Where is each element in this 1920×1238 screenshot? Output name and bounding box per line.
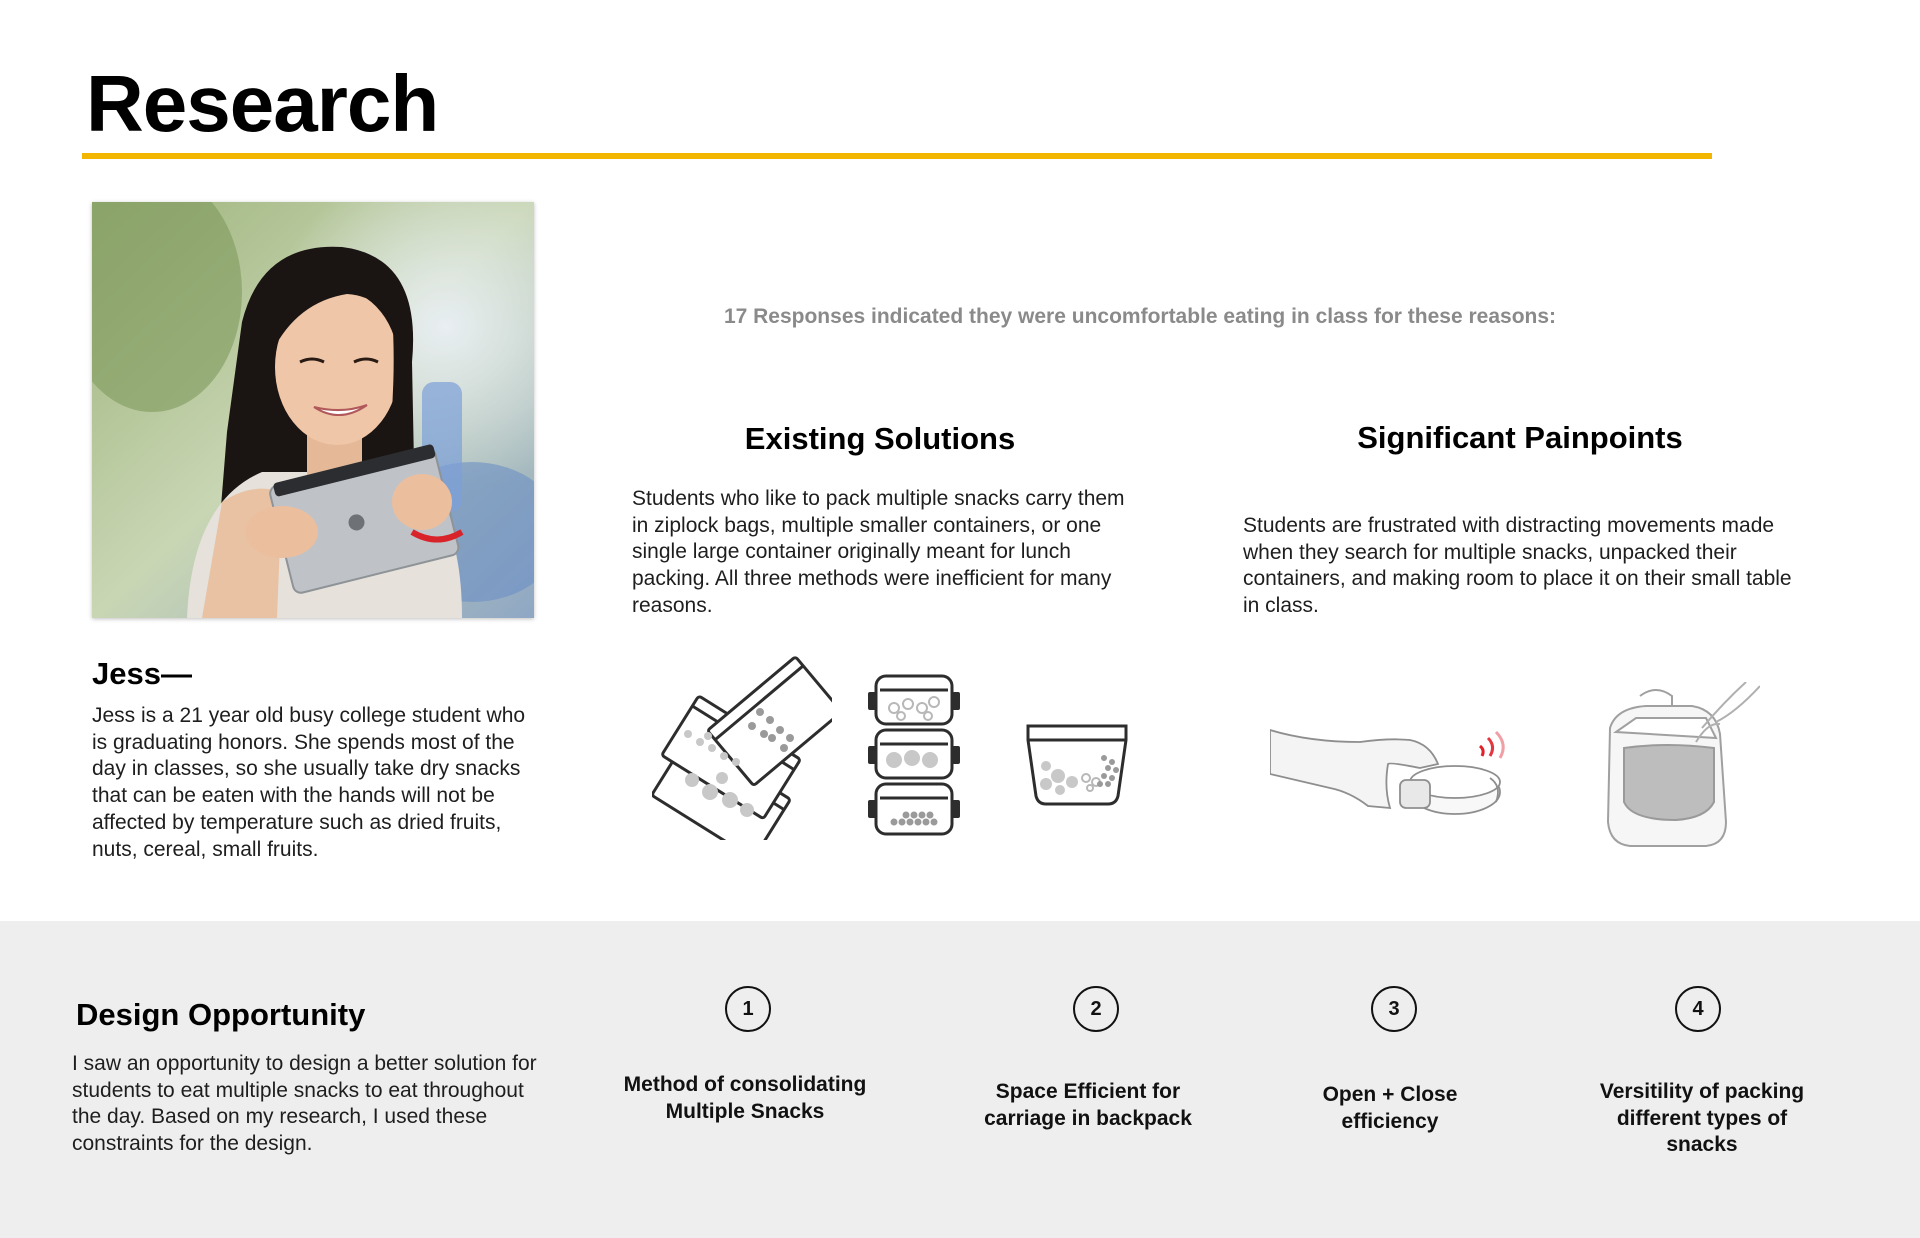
persona-name: Jess— [92,656,192,691]
existing-solutions-text: Students who like to pack multiple snacks carry them in ziplock bags, multiple smaller containers, or one single large container originally meant for lunch packing. All three methods were inefficient for many reasons. [632,487,1125,617]
constraint-label-4: Versitility of packing different types of snacks [1599,1080,1805,1157]
backpack-icon [1596,682,1760,850]
constraint-number-1: 1 [725,986,771,1032]
stacked-containers-icon [866,672,962,838]
hand-opening-container-icon [1270,728,1510,828]
constraint-number-2: 2 [1073,986,1119,1032]
design-opportunity-heading: Design Opportunity [76,997,366,1032]
constraint-number-3: 3 [1371,986,1417,1032]
responses-note: 17 Responses indicated they were uncomfortable eating in class for these reasons: [723,305,1557,328]
constraint-label-2: Space Efficient for carriage in backpack [984,1080,1192,1130]
title-underline [82,153,1712,159]
painpoints-text: Students are frustrated with distracting movements made when they search for multiple snacks, unpacked their containers, and making room to place it on their small table in class. [1243,514,1792,618]
woman-with-tablet-photo [92,202,534,618]
page-title: Research [86,59,439,148]
constraint-number-4: 4 [1675,986,1721,1032]
existing-solutions-heading: Existing Solutions [744,421,1016,456]
painpoints-heading: Significant Painpoints [1357,420,1683,455]
design-opportunity-text: I saw an opportunity to design a better solution for students to eat multiple snacks to eat throughout the day. Based on my research, I used these constraints for the design. [72,1052,537,1156]
large-container-icon [1024,718,1130,808]
constraint-label-1: Method of consolidating Multiple Snacks [623,1073,867,1123]
persona-bio: Jess is a 21 year old busy college student who is graduating honors. She spends most of the day in classes, so she usually take dry snacks that can be eaten with the hands will not be affected by temperature such as dried fruits, nuts, cereal, small fruits. [92,704,526,861]
ziplock-bags-icon [652,652,832,840]
constraint-label-3: Open + Close efficiency [1322,1083,1458,1133]
